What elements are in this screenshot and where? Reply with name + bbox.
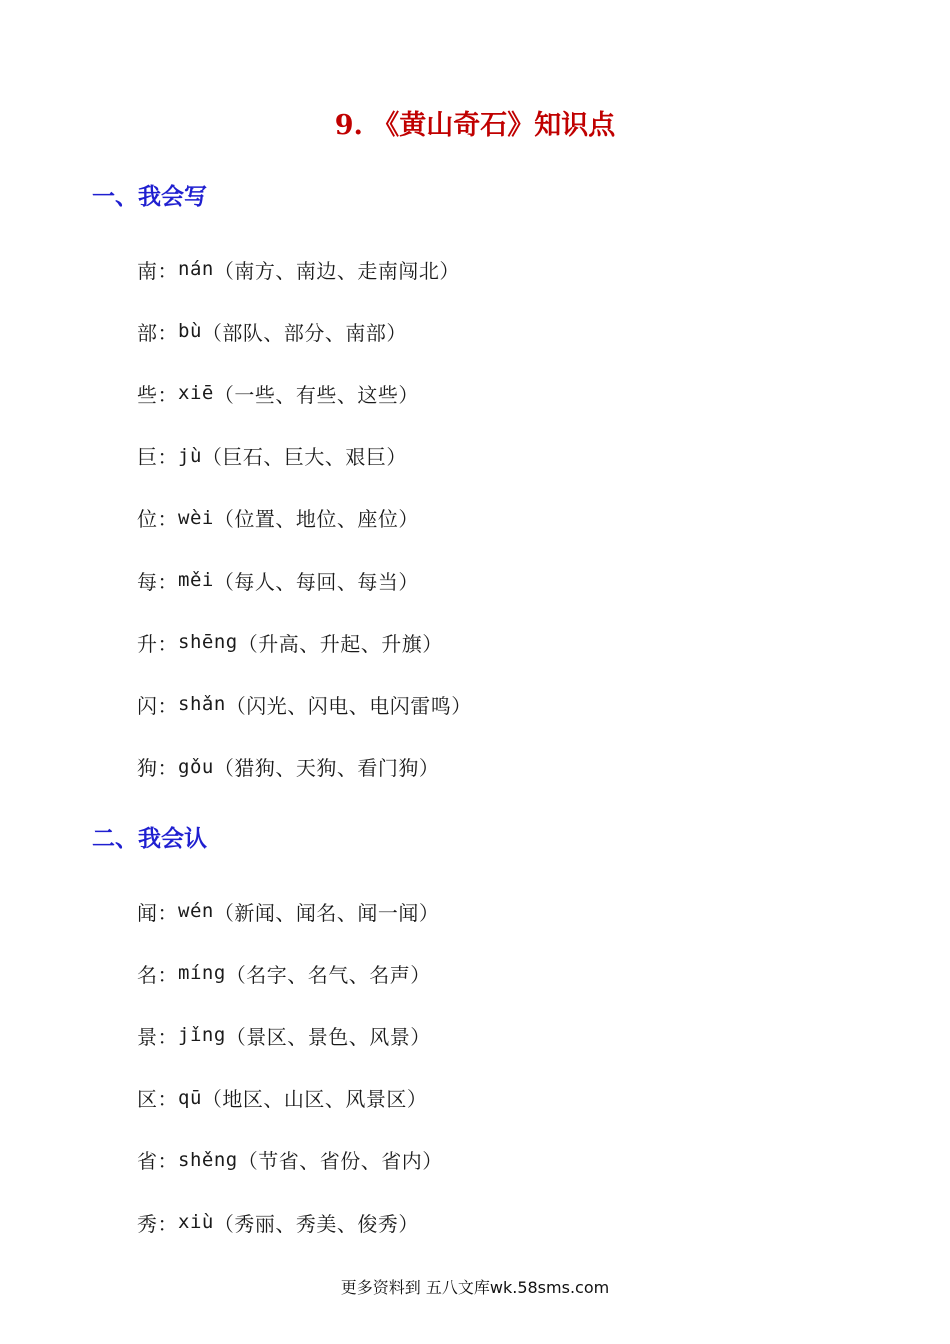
- entry-sep: ：: [157, 1149, 178, 1174]
- list-item: [137, 487, 472, 549]
- entry-sep: ：: [157, 1024, 178, 1049]
- entry-words: （部队、部分、南部）: [201, 320, 407, 345]
- entry-sep: ：: [157, 320, 178, 345]
- entry-sep: ：: [157, 900, 178, 925]
- entry-char: 南: [137, 258, 158, 283]
- entry-char: 省: [137, 1149, 158, 1174]
- entry-char: 狗: [137, 756, 158, 781]
- entry-pinyin: jù: [178, 444, 202, 467]
- entry-words: （每人、每回、每当）: [213, 569, 419, 594]
- entry-char: 巨: [137, 445, 158, 470]
- entry-sep: ：: [157, 1087, 178, 1112]
- entry-words: （地区、山区、风景区）: [201, 1087, 428, 1112]
- entry-pinyin: shǎn: [178, 693, 226, 716]
- entry-pinyin: nán: [178, 258, 214, 281]
- entry-pinyin: gǒu: [178, 755, 214, 778]
- entry-pinyin: xiù: [178, 1211, 214, 1234]
- list-item: [137, 942, 443, 1004]
- entry-words: （节省、省份、省内）: [237, 1149, 443, 1174]
- entry-words: （一些、有些、这些）: [213, 382, 419, 407]
- entry-sep: ：: [157, 258, 178, 283]
- entry-words: （巨石、巨大、艰巨）: [201, 445, 407, 470]
- entry-char: 升: [137, 631, 158, 656]
- entry-sep: ：: [157, 382, 178, 407]
- entry-sep: ：: [157, 507, 178, 532]
- entry-pinyin: wén: [178, 900, 214, 923]
- entry-pinyin: xiē: [178, 382, 214, 405]
- entry-words: （升高、升起、升旗）: [237, 631, 443, 656]
- list-item: [137, 880, 443, 942]
- list-item: [137, 673, 472, 735]
- list-item: [137, 736, 472, 798]
- list-item: [137, 362, 472, 424]
- entry-words: （新闻、闻名、闻一闻）: [213, 900, 440, 925]
- entry-char: 景: [137, 1024, 158, 1049]
- entry-char: 位: [137, 507, 158, 532]
- footer-link-text[interactable]: 更多资料到 五八文库wk.58sms.com: [340, 1278, 610, 1297]
- entry-sep: ：: [157, 962, 178, 987]
- list-item: [137, 611, 472, 673]
- entry-sep: ：: [157, 1211, 178, 1236]
- entry-char: 名: [137, 962, 158, 987]
- page-title: 9. 《黄山奇石》知识点: [334, 110, 616, 141]
- entry-pinyin: wèi: [178, 506, 214, 529]
- recognize-char-list: [137, 880, 443, 1253]
- entry-char: 部: [137, 320, 158, 345]
- list-item: [137, 1004, 443, 1066]
- entry-char: 区: [137, 1087, 158, 1112]
- entry-pinyin: qū: [178, 1086, 202, 1109]
- entry-pinyin: měi: [178, 569, 214, 592]
- entry-char: 些: [137, 382, 158, 407]
- entry-char: 每: [137, 569, 158, 594]
- entry-char: 闻: [137, 900, 158, 925]
- section-heading-recognize: 二、我会认: [92, 826, 207, 852]
- entry-words: （名字、名气、名声）: [225, 962, 431, 987]
- entry-char: 闪: [137, 693, 158, 718]
- list-item: [137, 300, 472, 362]
- entry-words: （闪光、闪电、电闪雷鸣）: [225, 693, 472, 718]
- entry-sep: ：: [157, 756, 178, 781]
- entry-char: 秀: [137, 1211, 158, 1236]
- entry-words: （猎狗、天狗、看门狗）: [213, 756, 440, 781]
- entry-words: （南方、南边、走南闯北）: [213, 258, 460, 283]
- entry-pinyin: míng: [178, 962, 226, 985]
- entry-pinyin: bù: [178, 320, 202, 343]
- entry-words: （秀丽、秀美、俊秀）: [213, 1211, 419, 1236]
- list-item: [137, 1129, 443, 1191]
- list-item: [137, 1191, 443, 1253]
- entry-sep: ：: [157, 569, 178, 594]
- entry-sep: ：: [157, 631, 178, 656]
- list-item: [137, 238, 472, 300]
- entry-words: （景区、景色、风景）: [225, 1024, 431, 1049]
- entry-words: （位置、地位、座位）: [213, 507, 419, 532]
- entry-sep: ：: [157, 445, 178, 470]
- entry-pinyin: shēng: [178, 631, 238, 654]
- write-char-list: [137, 238, 472, 798]
- list-item: [137, 549, 472, 611]
- list-item: [137, 1067, 443, 1129]
- section-heading-write: 一、我会写: [92, 184, 207, 210]
- entry-pinyin: shěng: [178, 1148, 238, 1171]
- entry-sep: ：: [157, 693, 178, 718]
- list-item: [137, 425, 472, 487]
- entry-pinyin: jǐng: [178, 1024, 226, 1047]
